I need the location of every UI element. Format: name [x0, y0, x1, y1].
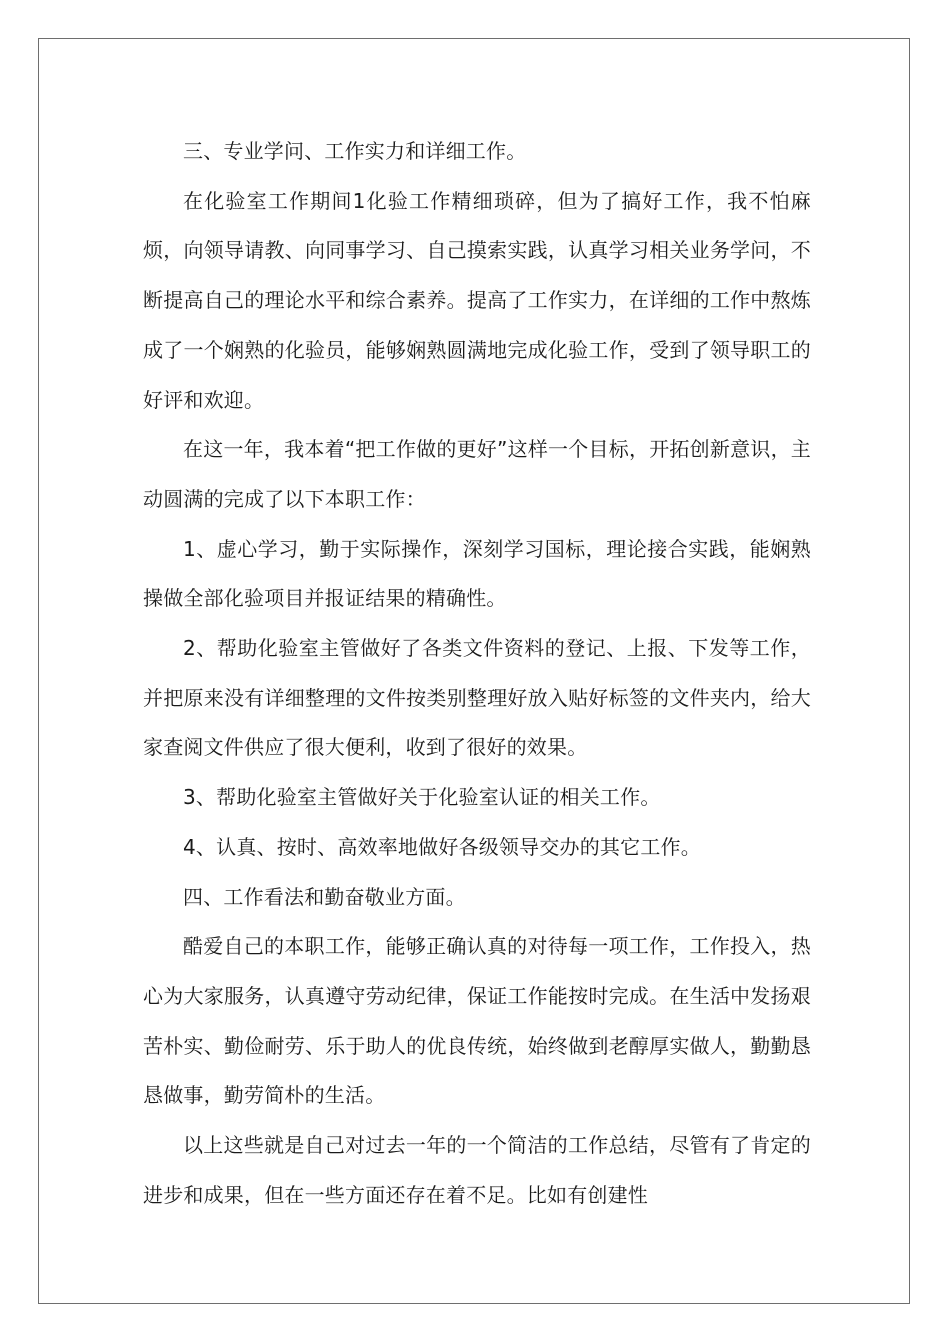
- section-heading-3: 三、专业学问、工作实力和详细工作。: [183, 139, 527, 163]
- paragraph-work-attitude: 酷爱自己的本职工作，能够正确认真的对待每一项工作，工作投入，热心为大家服务，认真遵守劳动纪律，保证工作能按时完成。在生活中发扬艰苦朴实、勤俭耐劳、乐于助人的优良传统，始终做到老醇厚实做人，勤勤恳恳做事，勤劳简朴的生活。: [143, 934, 811, 1108]
- list-item-1: 1、虚心学习，勤于实际操作，深刻学习国标，理论接合实践，能娴熟操做全部化验项目并报证结果的精确性。: [143, 536, 811, 611]
- list-item-3: 3、帮助化验室主管做好关于化验室认证的相关工作。: [183, 785, 661, 810]
- paragraph-summary: 以上这些就是自己对过去一年的一个简洁的工作总结，尽管有了肯定的进步和成果，但在一些方面还存在着不足。比如有创建性: [143, 1133, 811, 1207]
- paragraph-year-goal: 在这一年，我本着“把工作做的更好”这样一个目标，开拓创新意识，主动圆满的完成了以下本职工作：: [143, 437, 811, 511]
- section-heading-4: 四、工作看法和勤奋敬业方面。: [183, 884, 466, 909]
- document-body: [143, 127, 811, 1220]
- list-item-2: 2、帮助化验室主管做好了各类文件资料的登记、上报、下发等工作，并把原来没有详细整理的文件按类别整理好放入贴好标签的文件夹内，给大家查阅文件供应了很大便利，收到了很好的效果。: [143, 636, 811, 760]
- list-item-4: 4、认真、按时、高效率地做好各级领导交办的其它工作。: [183, 834, 701, 859]
- paragraph-lab-work: 在化验室工作期间1化验工作精细琐碎，但为了搞好工作，我不怕麻烦，向领导请教、向同事学习、自己摸索实践，认真学习相关业务学问，不断提高自己的理论水平和综合素养。提高了工作实力，在详细的工作中熬炼成了一个娴熟的化验员，能够娴熟圆满地完成化验工作，受到了领导职工的好评和欢迎。: [143, 188, 811, 412]
